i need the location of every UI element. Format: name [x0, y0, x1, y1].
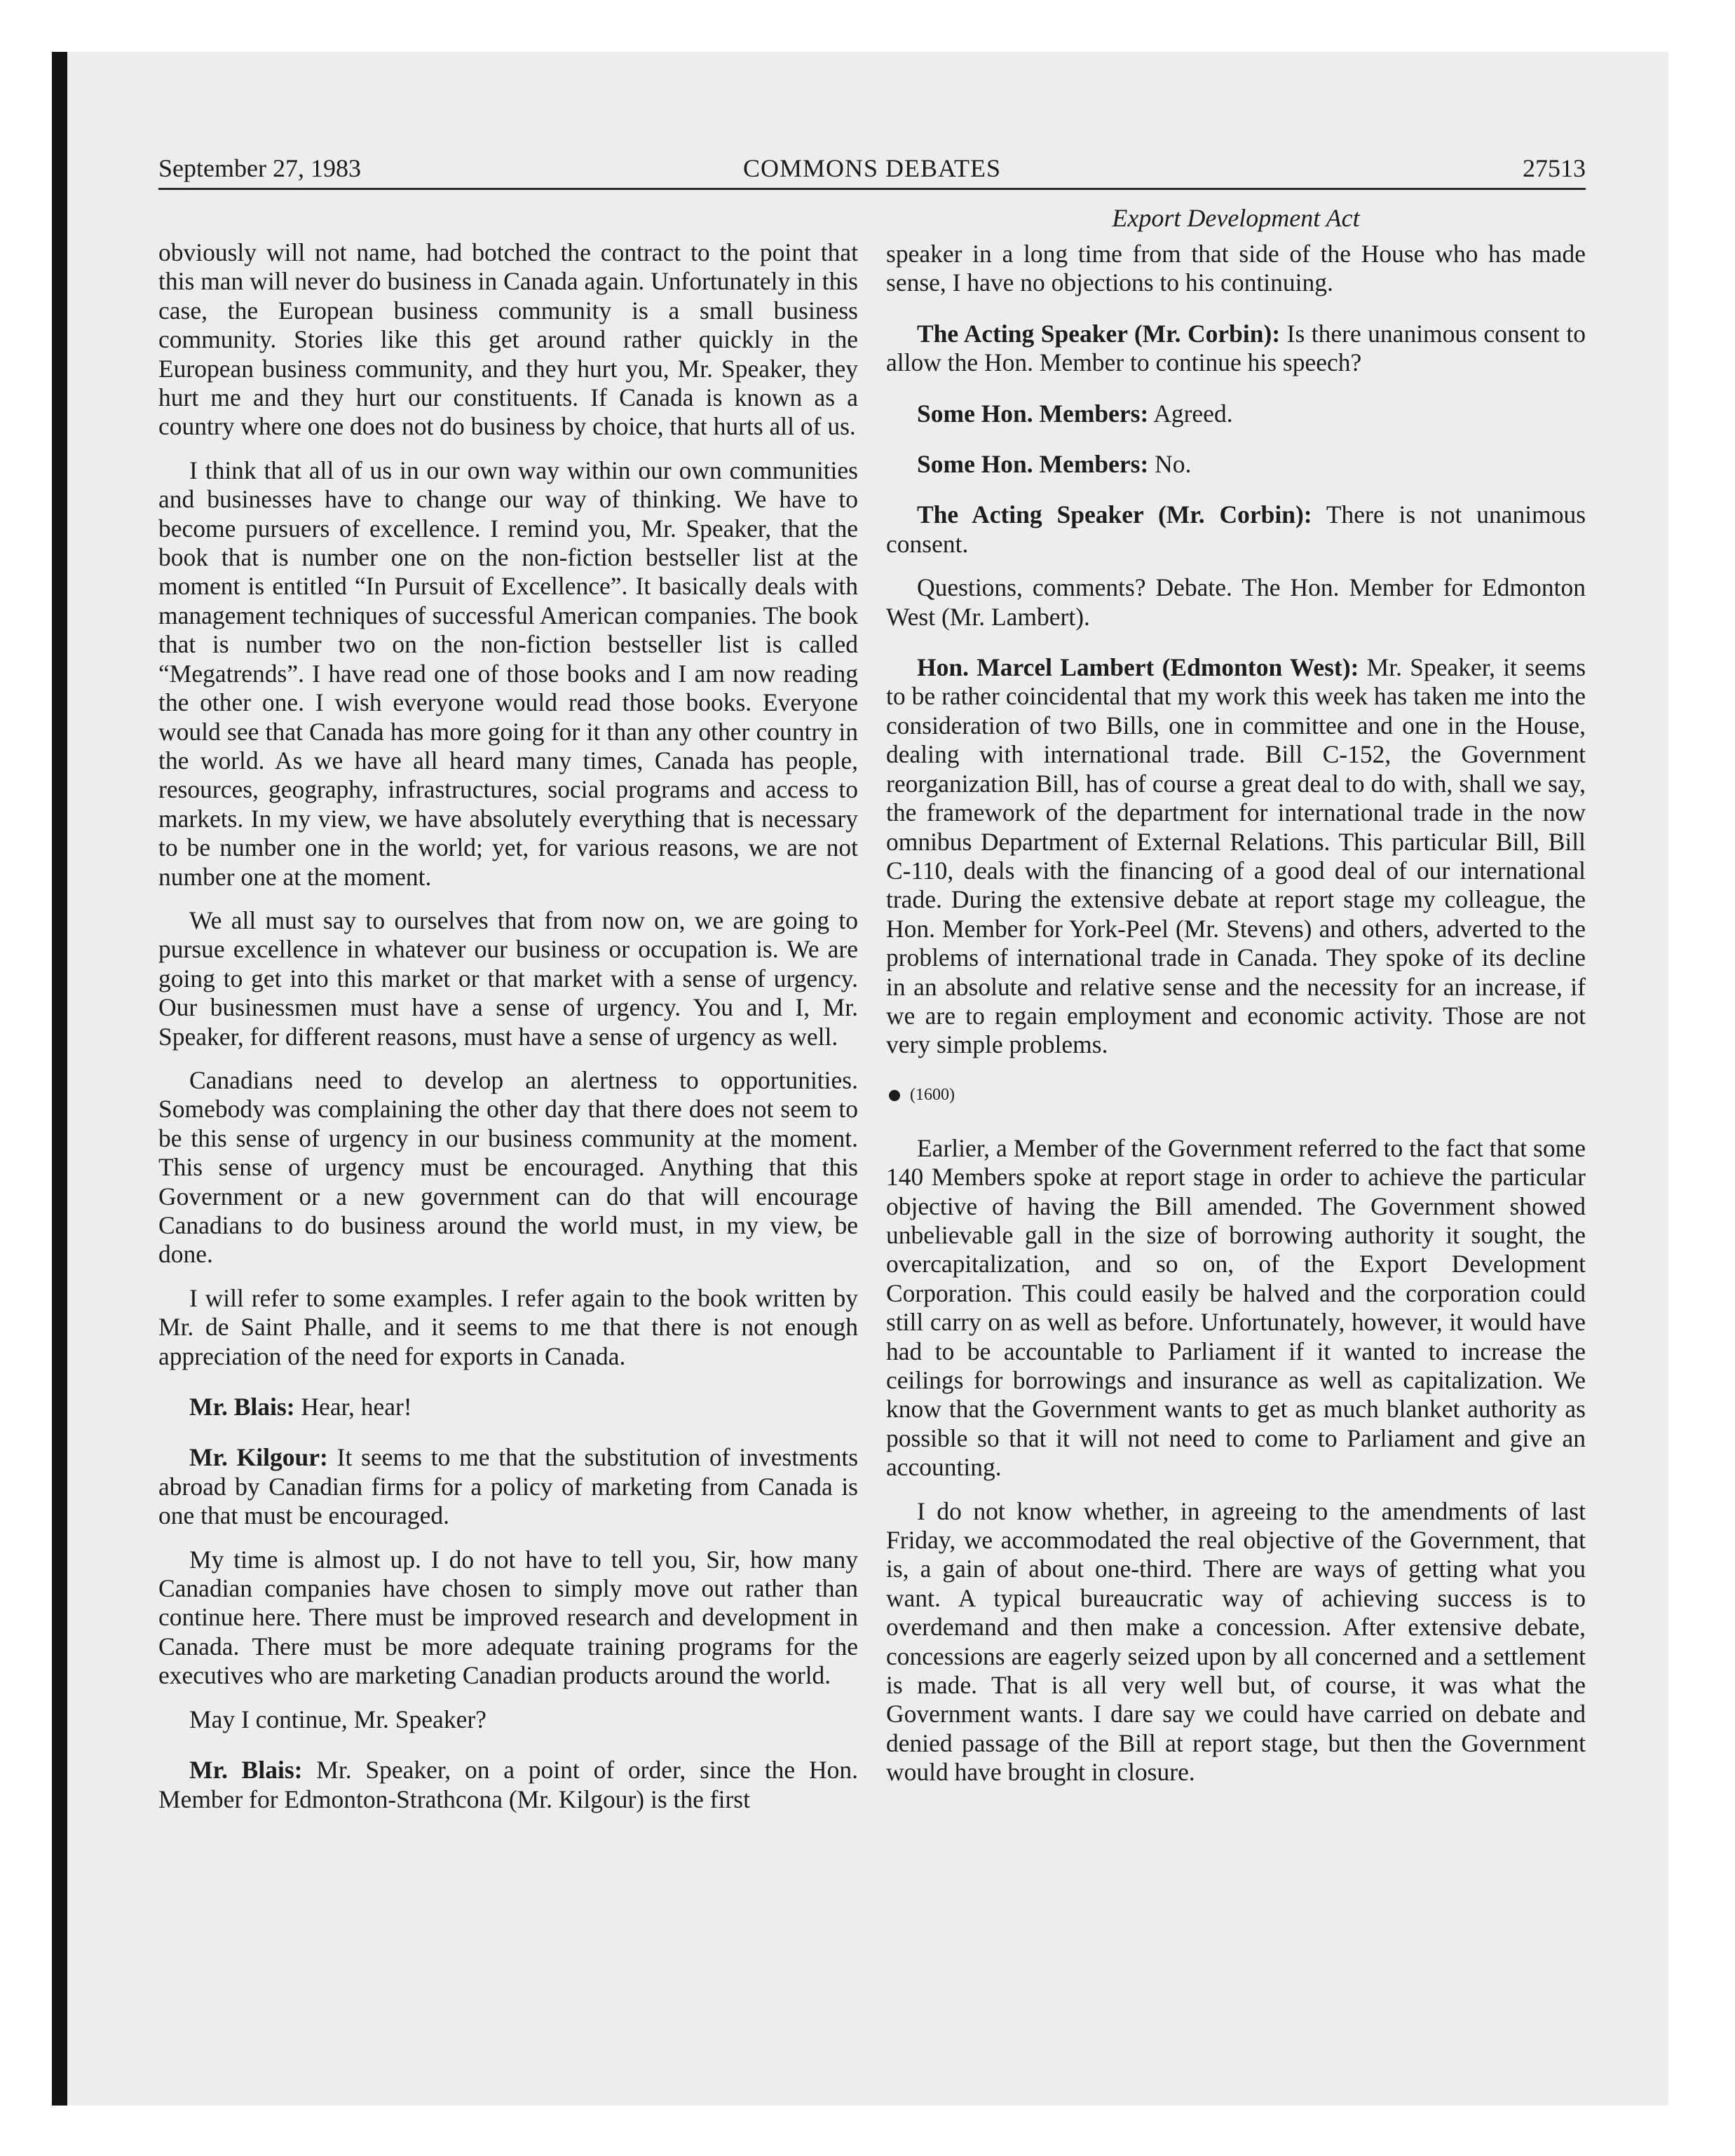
paragraph-text: I think that all of us in our own way within our own communities and businesses have to change our way of thinking. We have to become pursuers of excellence. I remind you, Mr. Speaker, that the book that is number one on the non-fiction bestseller list at the moment is entitled “In Pursuit of Excellence”. It basically deals with management techniques of successful American companies. The book that is number two on the non-fiction bestseller list is called “Megatrends”. I have read one of those books and I am now reading the other one. I wish everyone would read those books. Everyone would see that Canada has more going for it than any other country in the world. As we have all heard many times, Canada has people, resources, geography, infrastructures, social programs and access to markets. In my view, we have absolutely everything that is necessary to be number one in the world; yet, for various reasons, we are not number one at the moment.: [158, 456, 858, 891]
speaker-name: Some Hon. Members:: [917, 450, 1149, 479]
speaker-name: Some Hon. Members:: [917, 399, 1149, 428]
time-marker: [886, 1081, 1586, 1109]
speech-paragraph: [886, 500, 1586, 559]
paragraph-text: Earlier, a Member of the Government referred to the fact that some 140 Members spoke at report stage in order to achieve the particular objective of having the Bill amended. The Government showed unbelievable gall in the size of borrowing authority it sought, the overcapitalization, and so on, of the Export Development Corporation. This could easily be halved and the corporation could still carry on as well as before. Unfortunately, however, it would have had to be accountable to Parliament if it wanted to increase the ceilings for borrowings and insurance as well as capitalization. We know that the Government wants to get as much blanket authority as possible so that it will not need to come to Parliament and give an accounting.: [886, 1133, 1586, 1482]
paragraph: [158, 1546, 858, 1691]
speaker-name: Mr. Kilgour:: [189, 1443, 328, 1472]
paragraph: [158, 1705, 858, 1734]
speech-paragraph: [886, 653, 1586, 1060]
paragraph-text: It seems to me that the substitution of investments abroad by Canadian firms for a policy of marketing from Canada is one that must be encouraged.: [158, 1443, 859, 1530]
paragraph-text: Mr. Speaker, on a point of order, since the Hon. Member for Edmonton-Strathcona (Mr. Kilgour) is the first: [158, 1756, 858, 1813]
speech-paragraph: [158, 1756, 858, 1814]
paragraph-text: Questions, comments? Debate. The Hon. Member for Edmonton West (Mr. Lambert).: [886, 573, 1586, 631]
speaker-name: Mr. Blais:: [189, 1756, 303, 1785]
speech-paragraph: [158, 1443, 858, 1530]
paragraph: [158, 1066, 858, 1269]
paragraph: [158, 238, 858, 442]
speech-paragraph: [158, 1393, 858, 1421]
scan-edge-bar: [52, 52, 67, 2106]
time-marker-text: (1600): [910, 1085, 955, 1104]
paragraph-text: We all must say to ourselves that from now on, we are going to pursue excellence in whatever our business or occupation is. We are going to get into this market or that market with a sense of urgency. Our businessmen must have a sense of urgency. You and I, Mr. Speaker, for different reasons, must have a sense of urgency as well.: [158, 906, 858, 1051]
page-header: [158, 149, 1586, 190]
paragraph-text: Canadians need to develop an alertness to opportunities. Somebody was complaining the other day that there does not seem to be this sense of urgency in our business community at the moment. This sense of urgency must be encouraged. Anything that this Government or a new government can do that will encourage Canadians to do business around the world must, in my view, be done.: [158, 1065, 858, 1269]
header-title: COMMONS DEBATES: [742, 154, 1002, 182]
paragraph-text: Hear, hear!: [301, 1393, 412, 1421]
paragraph-text: speaker in a long time from that side of the House who has made sense, I have no objections to his continuing.: [886, 240, 1586, 297]
right-column: [886, 240, 1586, 1787]
speaker-name: The Acting Speaker (Mr. Corbin):: [917, 500, 1312, 529]
paragraph-text: I do not know whether, in agreeing to the amendments of last Friday, we accommodated the real objective of the Government, that is, a gain of about one-third. There are ways of getting what you want. A typical bureaucratic way of achieving success is to overdemand and then make a concession. After extensive debate, concessions are eagerly seized upon by all concerned and a settlement is made. That is all very well but, of course, it was what the Government wants. I dare say we could have carried on debate and denied passage of the Bill at report stage, but then the Government would have brought in closure.: [886, 1496, 1586, 1787]
left-column: [158, 238, 858, 1814]
header-page-number: 27513: [1523, 154, 1586, 182]
speaker-name: Mr. Blais:: [189, 1393, 295, 1421]
paragraph: [886, 1497, 1586, 1787]
paragraph: [158, 456, 858, 892]
section-title: Export Development Act: [1112, 204, 1360, 232]
paragraph-text: No.: [1155, 450, 1192, 479]
speaker-name: The Acting Speaker (Mr. Corbin):: [917, 319, 1281, 348]
speech-paragraph: [886, 400, 1586, 428]
header-date: September 27, 1983: [158, 154, 361, 182]
paragraph-text: Agreed.: [1153, 399, 1233, 428]
speech-paragraph: [886, 320, 1586, 378]
paragraph: [886, 240, 1586, 298]
paragraph: [158, 906, 858, 1051]
speech-paragraph: [886, 450, 1586, 479]
bullet-icon: [889, 1090, 900, 1101]
paragraph-text: There is not unanimous consent.: [886, 500, 1586, 558]
paragraph-text: I will refer to some examples. I refer again to the book written by Mr. de Saint Phalle, and it seems to me that there is not enough appreciation of the need for exports in Canada.: [158, 1283, 858, 1370]
paragraph: [886, 1134, 1586, 1482]
paragraph-text: obviously will not name, had botched the contract to the point that this man will never do business in Canada again. Unfortunately in this case, the European business community is a small business community. Stories like this get around rather quickly in the European business community, and they hurt you, Mr. Speaker, they hurt me and they hurt our constituents. If Canada is known as a country where one does not do business by choice, that hurts all of us.: [158, 238, 858, 441]
paragraph-text: Is there unanimous consent to allow the Hon. Member to continue his speech?: [886, 319, 1586, 377]
speaker-name: Hon. Marcel Lambert (Edmonton West):: [917, 653, 1359, 682]
paragraph: [886, 573, 1586, 632]
paragraph-text: My time is almost up. I do not have to tell you, Sir, how many Canadian companies have chosen to simply move out rather than continue here. There must be improved research and development in Canada. There must be more adequate training programs for the executives who are marketing Canadian products around the world.: [158, 1545, 858, 1690]
paragraph: [158, 1284, 858, 1371]
paragraph-text: May I continue, Mr. Speaker?: [189, 1705, 487, 1733]
paragraph-text: Mr. Speaker, it seems to be rather coincidental that my work this week has taken me into the consideration of two Bills, one in committee and one in the House, dealing with international trade. Bill C-152, the Government reorganization Bill, has of course a great deal to do with, shall we say, the framework of the department for international trade in the now omnibus Department of External Relations. This particular Bill, Bill C-110, deals with the financing of a good deal of our international trade. During the extensive debate at report stage my colleague, the Hon. Member for York-Peel (Mr. Stevens) and others, adverted to the problems of international trade in Canada. They spoke of its decline in an absolute and relative sense and the necessity for an increase, if we are to regain employment and economic activity. Those are not very simple problems.: [886, 653, 1586, 1059]
